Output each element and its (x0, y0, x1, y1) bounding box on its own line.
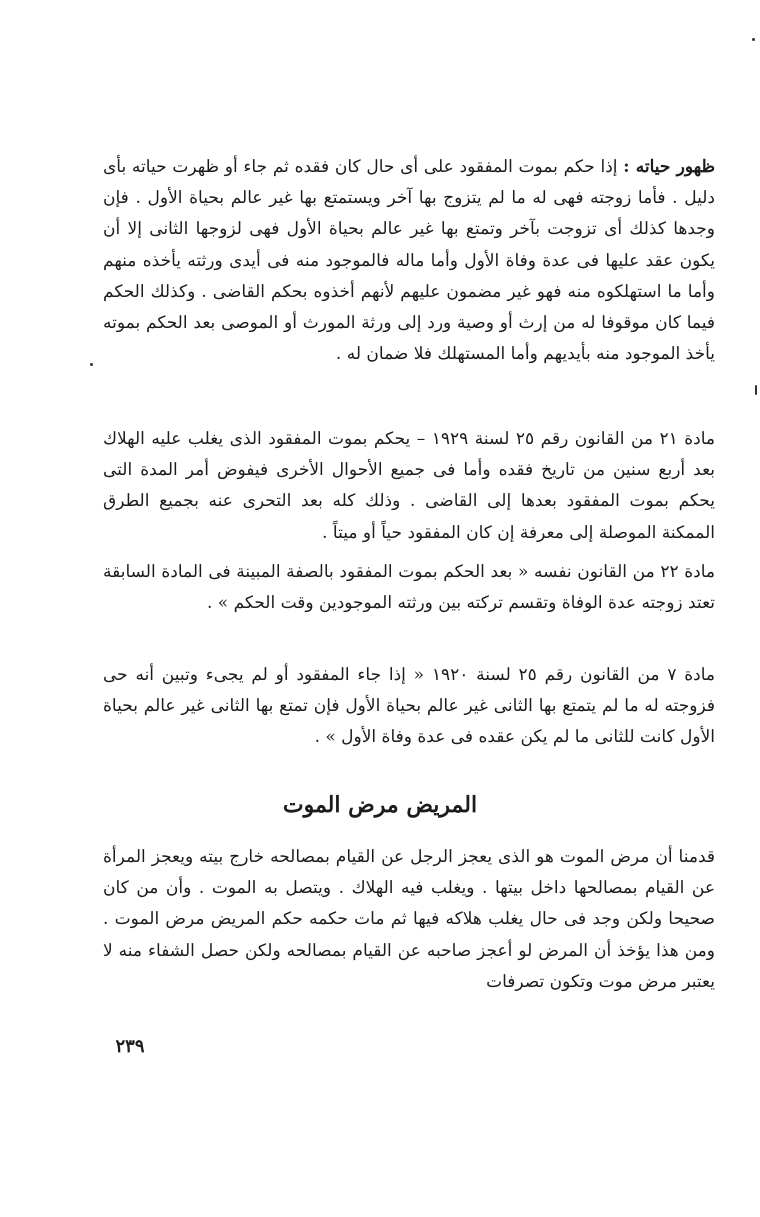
paragraph-lead: ظهور حياته : (623, 157, 715, 177)
scan-speck (755, 385, 757, 395)
paragraph-text: مادة ٢١ من القانون رقم ٢٥ لسنة ١٩٢٩ – يحكم بموت المفقود الذى يغلب عليه الهلاك بعد أربع سنين من تاريخ فقده وأما فى جميع الأحوال الأخرى فيفوض أمر المدة التى يحكم بموت المفقود بعدها إلى القاضى . وذلك كله بعد التحرى عنه بجميع الطرق الممكنة الموصلة إلى معرفة إن كان المفقود حياً أو ميتاً . (103, 429, 716, 543)
section-heading: المريض مرض الموت (282, 792, 478, 818)
paragraph-found-alive (103, 152, 715, 370)
paragraph-death-illness (103, 842, 715, 998)
paragraph-article-22 (103, 557, 715, 619)
paragraph-text: مادة ٧ من القانون رقم ٢٥ لسنة ١٩٢٠ « إذا جاء المفقود أو لم يجىء وتبين أنه حى فزوجته له ما لم يتمتع بها الثانى غير عالم بحياة الأول فإن تمتع بها الثانى غير عالم بحياة الأول كانت للثانى ما لم يكن عقده فى عدة وفاة الأول » . (103, 665, 715, 748)
paragraph-text: إذا حكم بموت المفقود على أى حال كان فقده ثم جاء أو ظهرت حياته بأى دليل . فأما زوجته فهى له ما لم يتزوج بها آخر ويستمتع بها غير عالم بحياة الأول . فإن وجدها كذلك أى تزوجت بآخر وتمتع بها غير عالم بحياة الأول فهى لزوجها الثانى إلا أن يكون عقد عليها فى عدة وفاة الأول وأما ماله فالموجود منه فى أيدى ورثته يأخذه منهم وأما ما استهلكوه منه فهو غير مضمون عليهم لأنهم أخذوه بحكم القاضى . وكذلك الحكم فيما كان موقوفا له من إرث أو وصية ورد إلى ورثة المورث أو الموصى بعد الحكم بموته يأخذ الموجود منه بأيديهم وأما المستهلك فلا ضمان له . (103, 157, 715, 365)
paragraph-text: قدمنا أن مرض الموت هو الذى يعجز الرجل عن القيام بمصالحه خارج بيته ويعجز المرأة عن القيام بمصالحها داخل بيتها . ويغلب فيه الهلاك . ويتصل به الموت . وأن من كان صحيحا ولكن وجد فى حال يغلب هلاكه فيها ثم مات حكمه حكم المريض مرض الموت . ومن هذا يؤخذ أن المرض لو أعجز صاحبه عن القيام بمصالحه ولكن حصل الشفاء منه لا يعتبر مرض موت وتكون تصرفات (103, 847, 715, 992)
scan-speck (90, 363, 93, 366)
paragraph-text: مادة ٢٢ من القانون نفسه « بعد الحكم بموت المفقود بالصفة المبينة فى المادة السابقة تعتد زوجته عدة الوفاة وتقسم تركته بين ورثته الموجودين وقت الحكم » . (103, 562, 715, 614)
page-number: ٢٣٩ (115, 1036, 145, 1057)
paragraph-article-7 (103, 660, 715, 754)
scan-speck (752, 38, 755, 41)
paragraph-article-21 (103, 424, 715, 549)
